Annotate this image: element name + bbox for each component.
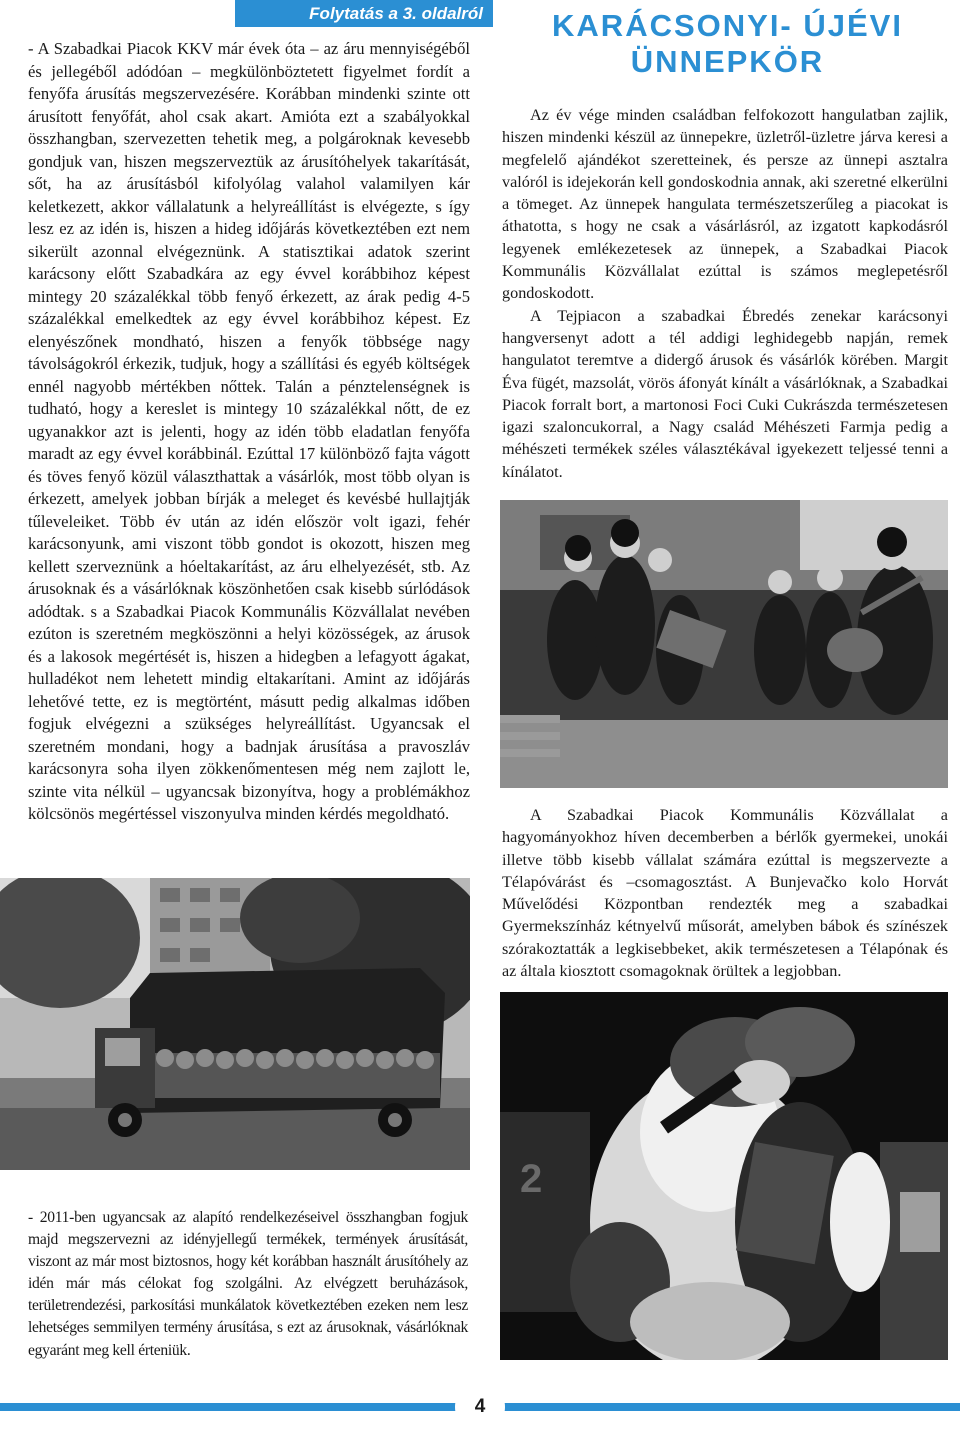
bottom-left-paragraph: - 2011-ben ugyancsak az alapító rendelkezéseivel összhangban fogjuk majd megszervezni az idényjellegű termékek, termények árusítását, viszont az már most biztosnos, hogy két korábban használt árusítóhely az idén már más célokat fog szolgálni. Az elvégzett beruházások, területrendezési, parkosítási munkálatok következtében ezeken nem lesz lehetséges semmilyen termény árusítása, s ezt az árusoknak, vásárlóknak egyaránt meg kell érteniük. <box>28 1209 468 1359</box>
right-article-second <box>502 804 948 982</box>
truck-photo-graphic <box>0 878 470 1170</box>
santa-claus-photo <box>500 992 948 1360</box>
svg-text:2: 2 <box>520 1157 543 1201</box>
right-second-paragraph: A Szabadkai Piacok Kommunális Közvállalat a hagyományokhoz híven decemberben a bérlők gyermekei, unokái illetve több kisebb vállalat számára ezúttal is megszervezte a Télapóvárást és –csomagosztást. A Bunjevačko kolo Horvát Művelődési Központban rendezték meg a szabadkai Gyermekszínház kétnyelvű műsorát, amelyben bábok és színészek szórakoztatták a legkisebbeket, akik természetesen a Télapónak és az általa kiosztott csomagoknak örültek a legjobban. <box>502 806 948 981</box>
bottom-left-article-text <box>28 1207 468 1362</box>
truck-with-christmas-trees-photo <box>0 878 470 1170</box>
band-concert-photo <box>500 500 948 788</box>
left-article-paragraph: - A Szabadkai Piacok KKV már évek óta – az áru mennyiségéből és jellegéből adódóan – megkülönböztetett figyelmet fordít a fenyőfa árusítás megszervezésére. Korábban mindenki szinte ott árusított fenyőfát, ahol csak akart. Amióta ezt a szabályokkal összhangban, szervezetten tehetik meg, a polgároknak kevesebb gondjuk van, hiszen megszerveztük az árusítóhelyek takarítását, sőt, ha az árusításból kifolyólag valahol valamilyen kár keletkezett, akkor vállalatunk a helyreállítást is elvégezte, s így lesz ez az idén is, hiszen a hideg időjárás következtében ezt nem sikerült azonnal elvégeznünk. A statisztikai adatok szerint karácsony előtt Szabadkára az egy évvel korábbihoz képest mintegy 20 százalékkal több fenyő érkezett, az árak pedig 4-5 százalékkal emelkedtek az egy évvel korábbihoz képest. Ez elenyészőnek mondható, hiszen a fenyők többsége nagy távolságokról érkezik, tudjuk, hogy a szállítási és egyéb költségek ennél nagyobb mértékben nőttek. Talán a pénztelenségnek is tudható, hogy a kereslet is mintegy 10 százalékkal nőtt, de ez ugyanakkor azt is jelenti, hogy az idén több eladatlan fenyőfa maradt az egy évvel korábbinál. Ezúttal 17 különböző fajta vágott és töves fenyő közül választhattak a vásárlók, most több olyan is érkezett, amelyek jobban bírják a meleget és kevésbé hullajtják tűleveleiket. Több év után az idén először volt igazi, fehér karácsonyunk, ami viszont több gondot is okozott, hiszen meg kellett szerveznünk a hóeltakarítást, az áru elhelyezését, stb. Az árusoknak és a vásárlóknak köszönhetően csak kisebb súrlódások adódtak. s a Szabadkai Piacok Kommunális Közvállalat nevében ezúton is szeretném megköszönni a helyi közösségek, az árusok és a lakosok megértését is, hiszen a hidegben a lefagyott ágakat, hulladékot nem lehetett mindig eltakarítani. Amint az időjárás lehetővé tette, ez is megtörtént, másutt pedig alkalmas időben fogjuk elvégezni a szükséges helyreállítást. Ugyancsak el szeretném mondani, hogy a badnjak árusítása a pravoszláv karácsonyra soha ilyen zökkenőmentesen még nem zajlott le, szinte vita nélkül – ugyancsak bizonyítva, hogy a problémákhoz kölcsönös megértéssel viszonyulva minden kérdés megoldható. <box>28 39 470 823</box>
right-intro-paragraph-1: Az év vége minden családban felfokozott hangulatban zajlik, hiszen mindenki készül az ünnepekre, üzletről-üzletre járva keresi a megfelelő ajándékot szeretteinek, és persze az ünnepi asztalra valóról is idejekorán kell gondoskodnia annak, aki szeretné elkerülni a tömeget. Az ünnepek hangulata természetszerűleg a piacokat is áthatotta, s hogy ne csak a vásárlásról, az izgatott kapkodásról legyenek emlékezetesek az ünnepek, a Szabadkai Piacok Kommunális Közvállalat ezúttal is számos meglepetésről gondoskodott. <box>502 106 948 303</box>
left-article-body <box>28 38 470 826</box>
section-title: KARÁCSONYI- ÚJÉVI ÜNNEPKÖR <box>552 8 903 79</box>
band-photo-graphic <box>500 500 948 788</box>
page-number: 4 <box>455 1382 505 1432</box>
right-article-intro <box>502 104 948 483</box>
right-intro-paragraph-2: A Tejpiacon a szabadkai Ébredés zenekar karácsonyi hangversenyt adott a tél addigi leghidegebb napján, remek hangulatot teremtve a didergő árusok és vásárlók körében. Margit Éva fügét, mazsolát, vörös áfonyát kínált a vásárlóknak, a Szabadkai Piacok forralt bort, a martonosi Foci Cuki Cukrászda természetesen igazi szaloncukorral, a Nagy család Méhészeti Farmja pedig a méhészeti termékek széles választékával igyekezett teljessé tenni a kínálatot. <box>502 306 948 481</box>
continued-from-label: Folytatás a 3. oldalról <box>235 0 493 27</box>
santa-photo-graphic <box>500 992 948 1360</box>
